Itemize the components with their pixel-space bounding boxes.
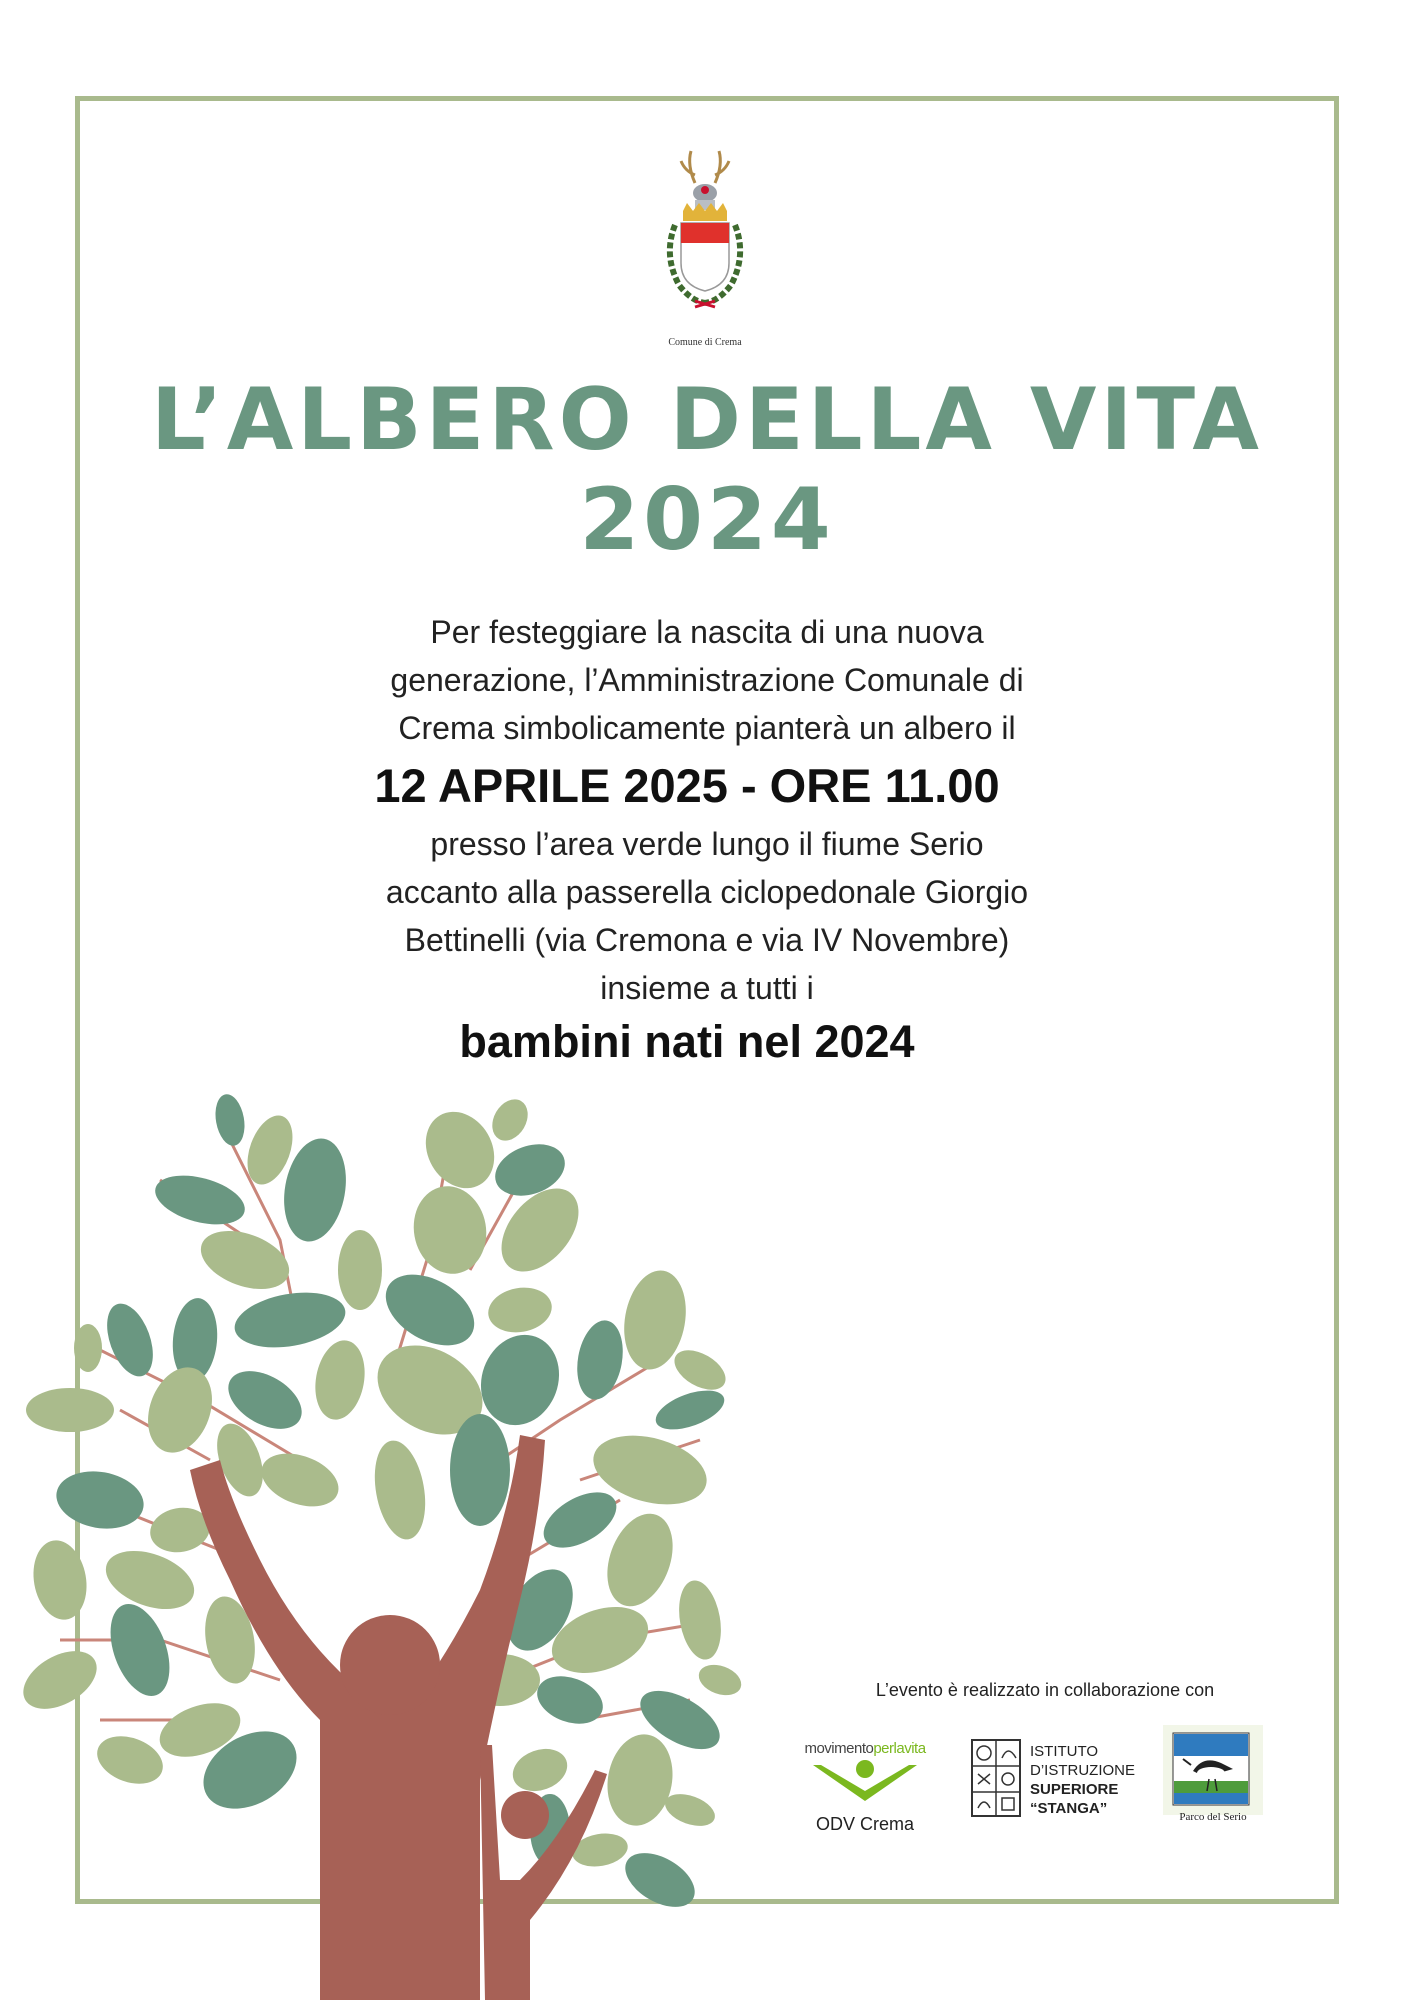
parco-lapwing-icon (1163, 1725, 1263, 1815)
mpv-caption: ODV Crema (815, 1814, 914, 1834)
crema-crest-logo (645, 145, 765, 348)
parco-caption: Parco del Serio (1179, 1811, 1247, 1823)
mpv-chevron-icon (805, 1757, 925, 1807)
crest-icon (645, 145, 765, 320)
children-headline: bambini nati nel 2024 (459, 1016, 915, 1067)
location-line: Bettinelli (via Cremona e via IV Novembre) (404, 922, 1010, 958)
location-paragraph (257, 820, 1157, 1012)
location-line: presso l’area verde lungo il fiume Serio (430, 826, 984, 862)
poster-title-year: 2024 (579, 470, 835, 570)
location-line: insieme a tutti i (600, 970, 814, 1006)
crest-caption: Comune di Crema (668, 337, 742, 348)
location-line: accanto alla passerella ciclopedonale Giorgio (385, 874, 1029, 910)
intro-line: Crema simbolicamente pianterà un albero il (398, 710, 1016, 746)
intro-paragraph (257, 608, 1157, 752)
parco-del-serio-logo (1163, 1725, 1283, 1845)
intro-line: Per festeggiare la nascita di una nuova (430, 614, 984, 650)
poster-title: L’ALBERO DELLA VITA (151, 370, 1263, 470)
event-date: 12 APRILE 2025 - ORE 11.00 (374, 759, 1000, 812)
stanga-name: ISTITUTO D’ISTRUZIONE SUPERIORE “STANGA” (1030, 1743, 1135, 1817)
mpv-wordmark: movimentoperlavita (804, 1740, 926, 1757)
collaboration-text: L’evento è realizzato in collaborazione con (875, 1680, 1215, 1700)
intro-line: generazione, l’Amministrazione Comunale di (390, 662, 1024, 698)
tree-illustration (0, 1080, 760, 2000)
movimento-per-la-vita-logo (785, 1740, 945, 1840)
istituto-stanga-logo (970, 1738, 1150, 1818)
stanga-emblem-icon (970, 1738, 1022, 1818)
